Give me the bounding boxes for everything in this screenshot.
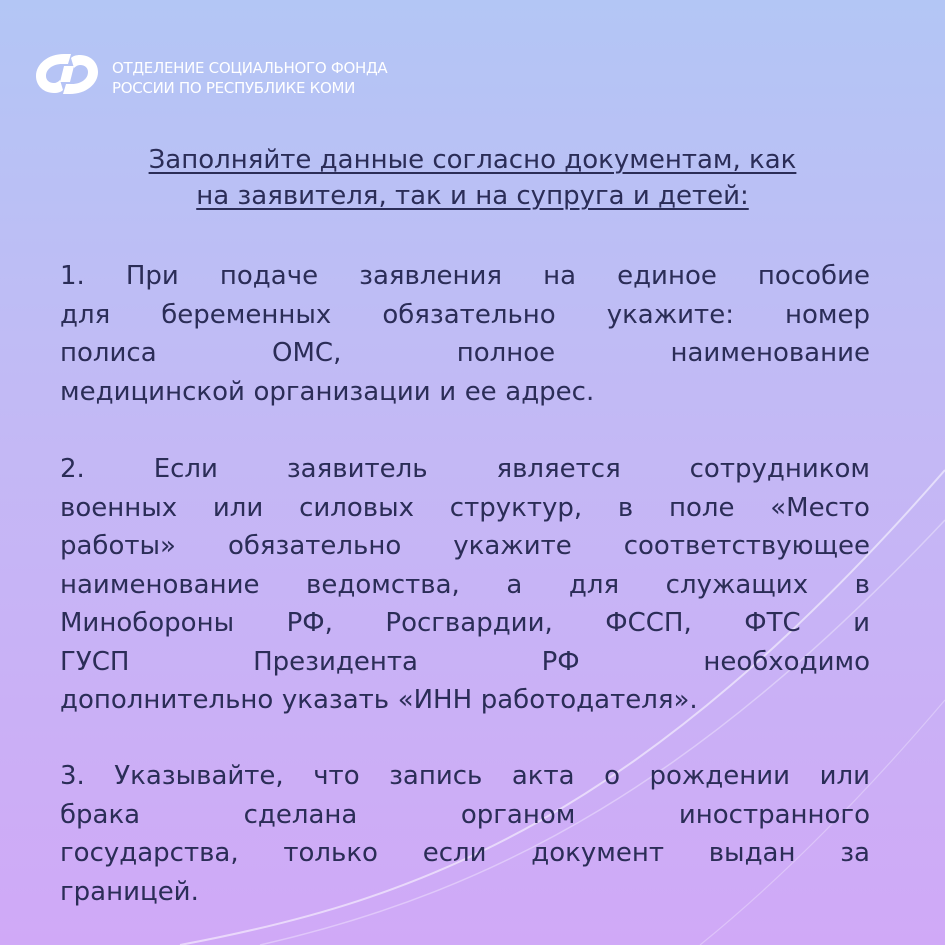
word: укажите: [606, 299, 734, 330]
word: сотрудником [689, 454, 870, 484]
word: беременных [161, 299, 332, 330]
paragraph-line [60, 796, 870, 835]
word: Минобороны [60, 608, 235, 638]
word: РФ, [286, 608, 333, 638]
word: ее [464, 376, 497, 407]
word: только [283, 838, 378, 868]
paragraph-2 [60, 450, 870, 720]
paragraph-line [60, 834, 870, 873]
word: наименование [60, 569, 260, 600]
word: Если [153, 454, 218, 484]
word: акта [511, 761, 575, 791]
word: 3. [60, 761, 85, 791]
word: указать [281, 685, 390, 715]
word: за [840, 838, 870, 868]
word: выдан [708, 838, 796, 868]
word: пособие [757, 261, 870, 291]
organization-name [112, 58, 387, 98]
word: о [604, 761, 620, 791]
word: организации [253, 376, 431, 407]
word: наименование [670, 338, 870, 368]
word: соответствующее [623, 531, 870, 561]
word: границей. [60, 876, 199, 907]
word: в [617, 492, 634, 523]
word: укажите [453, 531, 572, 561]
paragraph-3 [60, 757, 870, 911]
word: необходимо [703, 646, 870, 677]
word: и [439, 376, 457, 407]
word: государства, [60, 838, 239, 868]
word: «Место [770, 492, 870, 523]
paragraph-1 [60, 257, 870, 411]
word: поле [668, 492, 735, 523]
word: ОМС, [272, 338, 342, 368]
word: является [496, 454, 621, 484]
word: РФ [541, 646, 580, 677]
word: обязательно [382, 299, 556, 330]
word: работодателя». [480, 685, 698, 715]
word: если [422, 838, 487, 868]
word: на [543, 261, 577, 291]
word: для [60, 299, 111, 330]
heading-line: на заявителя, так и на супруга и детей: [196, 181, 749, 211]
word: и [853, 608, 870, 638]
word: Президента [253, 646, 418, 677]
paragraph-line [60, 450, 870, 489]
sfr-logo-icon [30, 46, 102, 102]
word: военных [60, 492, 178, 523]
paragraph-line [60, 334, 870, 373]
word: медицинской [60, 376, 245, 407]
word: адрес. [505, 376, 595, 407]
paragraph-line [60, 873, 870, 912]
paragraph-line [60, 566, 870, 605]
word: работы» [60, 531, 176, 561]
paragraph-line [60, 681, 870, 720]
word: для [568, 569, 620, 600]
word: 1. [60, 261, 85, 291]
paragraph-line [60, 527, 870, 566]
paragraph-line [60, 296, 870, 335]
word: обязательно [227, 531, 402, 561]
word: подаче [219, 261, 319, 291]
word: полное [456, 338, 556, 368]
word: ГУСП [60, 646, 130, 677]
word: органом [460, 799, 576, 830]
word: «ИНН [397, 685, 473, 715]
word: иностранного [678, 799, 870, 830]
paragraph-line [60, 643, 870, 682]
word: единое [617, 261, 717, 291]
word: рождении [649, 761, 791, 791]
paragraph-line [60, 373, 870, 412]
word: полиса [60, 338, 157, 368]
word: Росгвардии, [385, 608, 553, 638]
word: ведомства, [306, 569, 460, 600]
organization-name-line: ОТДЕЛЕНИЕ СОЦИАЛЬНОГО ФОНДА [112, 59, 388, 77]
word: ФТС [744, 608, 801, 638]
word: При [125, 261, 179, 291]
word: брака [60, 799, 141, 830]
word: сделана [243, 799, 358, 830]
paragraph-line [60, 757, 870, 796]
word: документ [531, 838, 664, 868]
paragraph-line [60, 489, 870, 528]
word: структур, [449, 492, 583, 523]
word: запись [389, 761, 483, 791]
paragraph-line [60, 604, 870, 643]
word: Указывайте, [114, 761, 284, 791]
heading-line: Заполняйте данные согласно документам, как [148, 145, 797, 175]
word: или [212, 492, 264, 523]
word: что [313, 761, 360, 791]
word: служащих [665, 569, 809, 600]
word: номер [784, 299, 870, 330]
word: силовых [299, 492, 415, 523]
word: в [854, 569, 870, 600]
word: дополнительно [60, 685, 274, 715]
word: 2. [60, 454, 85, 484]
word: заявления [359, 261, 503, 291]
word: а [506, 569, 523, 600]
page-heading [40, 142, 905, 214]
organization-name-line: РОССИИ ПО РЕСПУБЛИКЕ КОМИ [112, 79, 356, 97]
word: заявитель [286, 454, 428, 484]
paragraph-line [60, 257, 870, 296]
word: или [819, 761, 870, 791]
word: ФССП, [605, 608, 692, 638]
